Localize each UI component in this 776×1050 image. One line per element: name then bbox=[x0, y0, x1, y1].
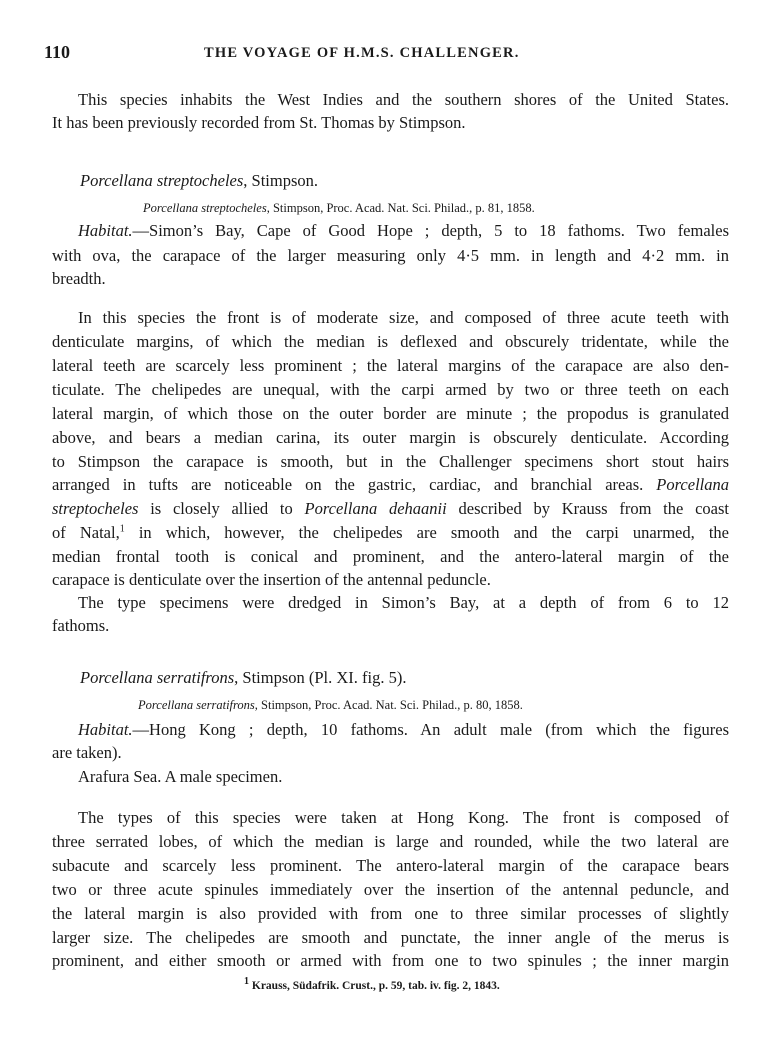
description-line: above, and bears a median carina, its outer margin is obscurely denticulate. According bbox=[52, 428, 729, 447]
description-line: lateral teeth are scarcely less prominent ; the lateral margins of the carapace are also den- bbox=[52, 356, 729, 375]
description-line: larger size. The chelipedes are smooth and punctate, the inner angle of the merus is bbox=[52, 928, 729, 947]
footnote-marker: 1 bbox=[119, 523, 125, 535]
habitat-line: are taken). bbox=[52, 743, 122, 762]
description-line: The types of this species were taken at Hong Kong. The front is composed of bbox=[78, 808, 729, 827]
description-line: In this species the front is of moderate size, and composed of three acute teeth with bbox=[78, 308, 729, 327]
habitat-label: Habitat. bbox=[78, 720, 133, 739]
running-head: THE VOYAGE OF H.M.S. CHALLENGER. bbox=[204, 45, 520, 61]
description-line: the lateral margin is also provided with from one to three similar processes of slightly bbox=[52, 904, 729, 923]
description-line bbox=[52, 498, 729, 520]
description-line: subacute and scarcely less prominent. The antero-lateral margin of the carapace bears bbox=[52, 856, 729, 875]
footnote bbox=[244, 975, 776, 997]
species-title bbox=[80, 667, 757, 689]
reference-citation: , Stimpson, Proc. Acad. Nat. Sci. Philad., p. 80, 1858. bbox=[254, 698, 523, 712]
habitat-line bbox=[78, 719, 729, 741]
reference-name: Porcellana serratifrons bbox=[138, 698, 255, 712]
species-name-inline: Porcellana bbox=[656, 475, 729, 494]
type-line: fathoms. bbox=[52, 616, 110, 635]
footnote-mark: 1 bbox=[244, 976, 249, 988]
habitat-text: —Simon’s Bay, Cape of Good Hope ; depth, 5 to 18 fathoms. Two females bbox=[132, 221, 729, 240]
description-line bbox=[52, 474, 729, 496]
type-line: The type specimens were dredged in Simon’s Bay, at a depth of from 6 to 12 bbox=[78, 593, 729, 612]
species-name-inline: streptocheles bbox=[52, 499, 139, 518]
page-header bbox=[44, 42, 736, 66]
intro-line: This species inhabits the West Indies and the southern shores of the United States. bbox=[78, 90, 729, 109]
species-reference bbox=[138, 694, 776, 716]
description-line: lateral margin, of which those on the outer border are minute ; the propodus is granulated bbox=[52, 404, 729, 423]
species-name: Porcellana streptocheles bbox=[80, 171, 244, 190]
description-text: in which, however, the chelipedes are smooth and the carpi unarmed, the bbox=[124, 523, 730, 542]
description-line: two or three acute spinules immediately over the insertion of the antennal peduncle, and bbox=[52, 880, 729, 899]
species-title bbox=[80, 170, 757, 192]
description-line: ticulate. The chelipedes are unequal, with the carpi armed by two or three teeth on each bbox=[52, 380, 729, 399]
description-line: median frontal tooth is conical and prominent, and the antero-lateral margin of the bbox=[52, 547, 729, 566]
species-name-inline: Porcellana dehaanii bbox=[304, 499, 447, 518]
species-author: , Stimpson (Pl. XI. fig. 5). bbox=[234, 668, 407, 687]
species-reference bbox=[143, 197, 776, 219]
habitat-line: breadth. bbox=[52, 269, 106, 288]
description-line: three serrated lobes, of which the median is large and rounded, while the two lateral are bbox=[52, 832, 729, 851]
description-text: of Natal, bbox=[52, 523, 120, 542]
species-name: Porcellana serratifrons bbox=[80, 668, 235, 687]
description-line: prominent, and either smooth or armed with from one to two spinules ; the inner margin bbox=[52, 951, 729, 970]
description-text: described by Krauss from the coast bbox=[446, 499, 730, 518]
footnote-text: Krauss, Südafrik. Crust., p. 59, tab. iv. fig. 2, 1843. bbox=[249, 980, 500, 992]
description-text: is closely allied to bbox=[138, 499, 305, 518]
description-line: carapace is denticulate over the insertion of the antennal peduncle. bbox=[52, 570, 491, 589]
reference-name: Porcellana streptocheles bbox=[143, 201, 267, 215]
reference-citation: , Stimpson, Proc. Acad. Nat. Sci. Philad., p. 81, 1858. bbox=[266, 201, 535, 215]
intro-line: It has been previously recorded from St. Thomas by Stimpson. bbox=[52, 113, 466, 132]
habitat-text: —Hong Kong ; depth, 10 fathoms. An adult male (from which the figures bbox=[132, 720, 729, 739]
habitat-label: Habitat. bbox=[78, 221, 133, 240]
description-text: arranged in tufts are noticeable on the gastric, cardiac, and branchial areas. bbox=[52, 475, 644, 494]
habitat-line: with ova, the carapace of the larger measuring only 4·5 mm. in length and 4·2 mm. in bbox=[52, 246, 729, 265]
description-line bbox=[52, 522, 729, 544]
description-line: to Stimpson the carapace is smooth, but in the Challenger specimens short stout hairs bbox=[52, 452, 729, 471]
page-number: 110 bbox=[44, 42, 71, 62]
description-line: denticulate margins, of which the median is deflexed and obscurely tridentate, while the bbox=[52, 332, 729, 351]
habitat-line bbox=[78, 220, 729, 242]
locality-line: Arafura Sea. A male specimen. bbox=[78, 767, 283, 786]
species-author: , Stimpson. bbox=[243, 171, 319, 190]
